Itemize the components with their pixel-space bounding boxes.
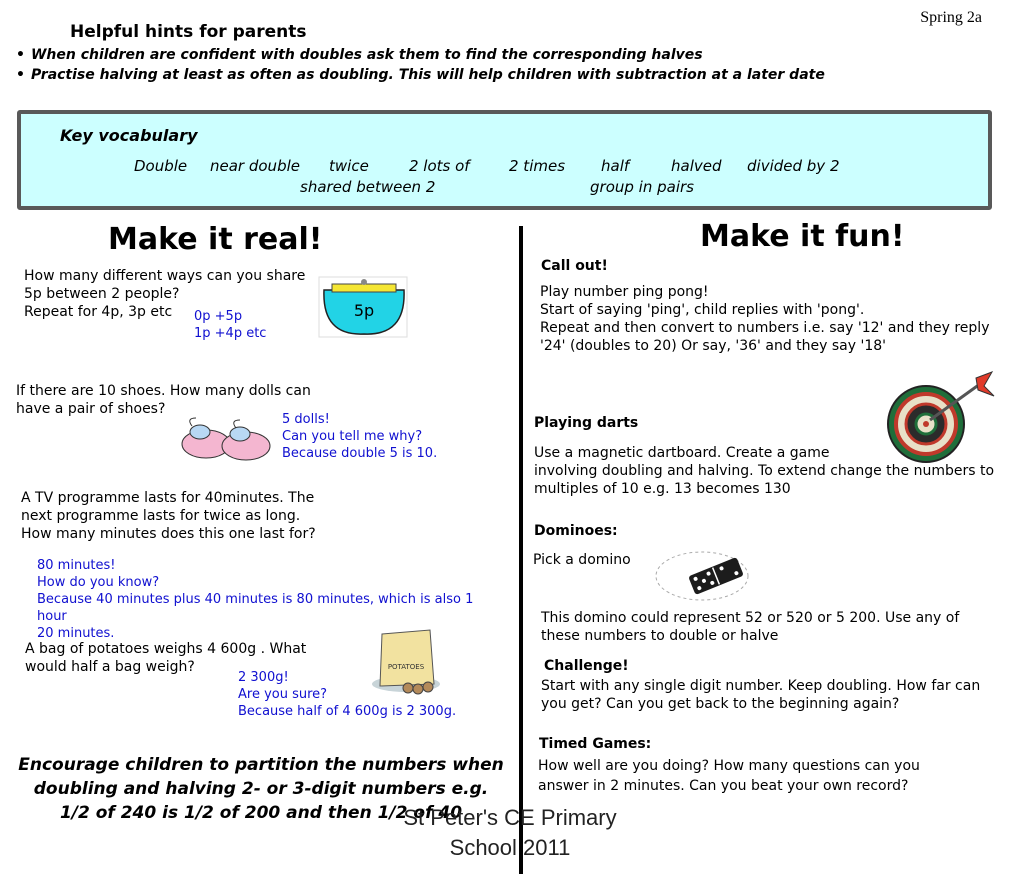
answer-share-5p: 0p +5p 1p +4p etc	[194, 309, 267, 341]
potato-bag-icon	[368, 624, 448, 698]
purse-icon	[318, 276, 410, 340]
vocab-word: Double	[134, 157, 188, 175]
question-potatoes: A bag of potatoes weighs 4 600g . What would half a bag weigh?	[25, 641, 307, 675]
vocab-word: 2 times	[509, 157, 566, 175]
dominoes-title: Dominoes:	[534, 523, 618, 539]
answer-potatoes: 2 300g! Are you sure? Because half of 4 600g is 2 300g.	[238, 670, 457, 719]
vocab-word: 2 lots of	[409, 157, 470, 175]
challenge-text: Start with any single digit number. Keep doubling. How far can you get? Can you get back to the beginning again?	[541, 678, 981, 712]
darts-title: Playing darts	[534, 415, 639, 431]
column-divider	[519, 226, 523, 874]
challenge-title: Challenge!	[544, 658, 629, 674]
timed-games-title: Timed Games:	[539, 736, 652, 752]
call-out-title: Call out!	[541, 258, 608, 274]
question-dolls-shoes: If there are 10 shoes. How many dolls can have a pair of shoes?	[16, 383, 311, 417]
vocab-word: divided by 2	[747, 157, 840, 175]
hint-bullet-1: • When children are confident with doubles ask them to find the corresponding halves	[16, 47, 703, 63]
darts-text: Use a magnetic dartboard. Create a game involving doubling and halving. To extend change the numbers to multiples of 10 e.g. 13 becomes 130	[534, 445, 995, 497]
vocab-word: twice	[329, 157, 369, 175]
make-it-real-heading: Make it real!	[108, 222, 323, 257]
call-out-text: Play number ping pong! Start of saying 'ping', child replies with 'pong'. Repeat and then convert to numbers i.e. say '12' and they reply '24' (doubles to 20) Or say, '36' and they say '18'	[540, 284, 990, 354]
vocab-word: halved	[671, 157, 722, 175]
vocabulary-title: Key vocabulary	[60, 126, 198, 145]
vocab-word: group in pairs	[590, 178, 694, 196]
footer-school-name: St Peter's CE Primary School 2011	[403, 805, 617, 860]
vocab-word: half	[601, 157, 630, 175]
domino-icon	[654, 548, 758, 604]
answer-dolls-shoes: 5 dolls! Can you tell me why? Because double 5 is 10.	[282, 412, 438, 461]
partition-note: Encourage children to partition the numbers when doubling and halving 2- or 3-digit numbers e.g. 1/2 of 240 is 1/2 of 200 and then 1/2 of 40	[18, 755, 504, 823]
hint-bullet-2: • Practise halving at least as often as doubling. This will help children with subtraction at a later date	[16, 67, 825, 83]
question-tv-programme: A TV programme lasts for 40minutes. The next programme lasts for twice as long. How many minutes does this one last for?	[21, 490, 316, 542]
potato-bag-label: POTATOES	[387, 663, 425, 671]
vocab-word: near double	[210, 157, 300, 175]
question-share-5p: How many different ways can you share 5p between 2 people? Repeat for 4p, 3p etc	[24, 268, 306, 320]
dartboard-icon	[886, 368, 998, 464]
vocab-word: shared between 2	[300, 178, 436, 196]
hints-title: Helpful hints for parents	[70, 22, 307, 42]
answer-tv-programme: 80 minutes! How do you know? Because 40 minutes plus 40 minutes is 80 minutes, which is also 1 hour 20 minutes.	[37, 558, 474, 641]
dominoes-text: This domino could represent 52 or 520 or 5 200. Use any of these numbers to double or halve	[541, 610, 960, 644]
dominoes-intro: Pick a domino	[533, 552, 631, 568]
corner-label: Spring 2a	[920, 9, 982, 26]
purse-label: 5p	[353, 301, 375, 320]
baby-shoes-icon	[178, 412, 274, 464]
make-it-fun-heading: Make it fun!	[700, 219, 905, 254]
timed-games-text: How well are you doing? How many questions can you answer in 2 minutes. Can you beat your own record?	[538, 758, 920, 794]
